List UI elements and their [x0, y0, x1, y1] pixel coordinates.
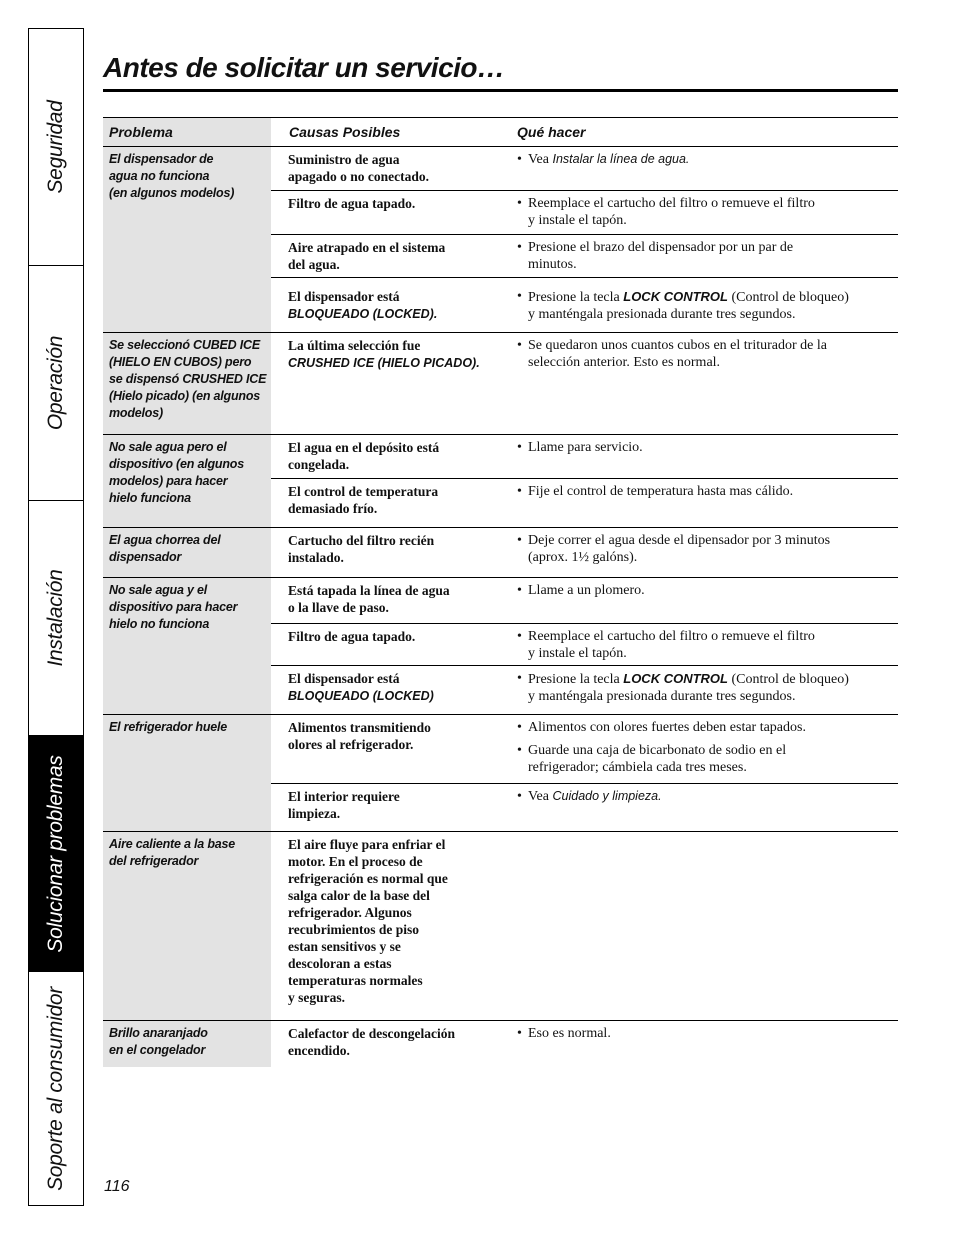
- table-row: [271, 715, 898, 783]
- page-title: Antes de solicitar un servicio…: [103, 52, 505, 83]
- section-tabs: [28, 28, 84, 1206]
- tab-instalacion[interactable]: [29, 500, 83, 735]
- table-row: [271, 832, 898, 1020]
- cause-cell: La última selección fue CRUSHED ICE (HIELO PICADO).: [288, 338, 480, 370]
- header-problem: Problema: [109, 124, 173, 140]
- action-item: • Presione el brazo del dispensador por un par de minutos.: [517, 239, 897, 273]
- page-number: 116: [104, 1178, 130, 1195]
- action-item: • Presione la tecla LOCK CONTROL (Control de bloqueo) y manténgala presionada durante tres segundos.: [517, 288, 897, 323]
- action-item: • Eso es normal.: [517, 1025, 897, 1042]
- action-item: • Deje correr el agua desde el dipensador por 3 minutos (aprox. 1½ galóns).: [517, 532, 897, 566]
- cause-cell: El dispensador está BLOQUEADO (LOCKED): [288, 671, 434, 703]
- table-row: [271, 435, 898, 478]
- problem-group: [103, 715, 898, 832]
- cause-cell: Filtro de agua tapado.: [288, 196, 416, 211]
- action-item: • Reemplace el cartucho del filtro o remueve el filtro y instale el tapón.: [517, 628, 897, 662]
- table-row: [271, 147, 898, 190]
- action-item: • Guarde una caja de bicarbonato de sodio en el refrigerador; cámbiela cada tres meses.: [517, 742, 897, 776]
- problem-group: [103, 1021, 898, 1067]
- table-row: [271, 234, 898, 277]
- problem-group: [103, 333, 898, 435]
- title-rule: [103, 89, 898, 92]
- table-row: [271, 528, 898, 577]
- action-item: • Llame para servicio.: [517, 439, 897, 456]
- problem-cell: Se seleccionó CUBED ICE (HIELO EN CUBOS) pero se dispensó CRUSHED ICE (Hielo picado) (en algunos modelos): [103, 333, 271, 434]
- tab-operacion[interactable]: [29, 265, 83, 500]
- table-row: [271, 783, 898, 831]
- table-row: [271, 1021, 898, 1067]
- action-item: • Vea Cuidado y limpieza.: [517, 788, 897, 805]
- cause-cell: Alimentos transmitiendo olores al refrigerador.: [288, 720, 431, 752]
- table-row: [271, 190, 898, 234]
- problem-cell: No sale agua pero el dispositivo (en algunos modelos) para hacer hielo funciona: [103, 435, 271, 527]
- tab-label: Instalación: [44, 569, 67, 667]
- cause-cell: El aire fluye para enfriar el motor. En el proceso de refrigeración es normal que salga calor de la base del refrigerador. Algunos recubrimientos de piso estan sensitivos y se descoloran a estas temperaturas normales y seguras.: [288, 837, 448, 1005]
- cause-cell: Calefactor de descongelación encendido.: [288, 1026, 455, 1058]
- problem-group: [103, 578, 898, 715]
- cause-cell: Aire atrapado en el sistema del agua.: [288, 240, 446, 272]
- table-row: [271, 665, 898, 714]
- problem-cell: Brillo anaranjado en el congelador: [103, 1021, 271, 1067]
- action-item: • Reemplace el cartucho del filtro o remueve el filtro y instale el tapón.: [517, 195, 897, 229]
- problem-cell: Aire caliente a la base del refrigerador: [103, 832, 271, 1020]
- tab-label: Seguridad: [44, 100, 67, 194]
- action-item: • Alimentos con olores fuertes deben estar tapados.: [517, 719, 897, 736]
- action-item: • Llame a un plomero.: [517, 582, 897, 599]
- tab-solucionar-problemas[interactable]: [29, 735, 83, 971]
- tab-soporte-al-consumidor[interactable]: [29, 971, 83, 1205]
- table-row: [271, 333, 898, 434]
- troubleshooting-table: [103, 117, 898, 1067]
- problem-group: [103, 435, 898, 528]
- tab-label: Solucionar problemas: [44, 754, 67, 953]
- action-item: • Vea Instalar la línea de agua.: [517, 151, 897, 168]
- problem-group: [103, 832, 898, 1021]
- problem-group: [103, 528, 898, 578]
- tab-label: Operación: [44, 335, 67, 431]
- table-row: [271, 623, 898, 665]
- cause-cell: El agua en el depósito está congelada.: [288, 440, 440, 472]
- cause-cell: El control de temperatura demasiado frío.: [288, 484, 439, 516]
- action-item: • Fije el control de temperatura hasta mas cálido.: [517, 483, 897, 500]
- cause-cell: El dispensador está BLOQUEADO (LOCKED).: [288, 289, 438, 321]
- problem-cell: No sale agua y el dispositivo para hacer hielo no funciona: [103, 578, 271, 714]
- table-header: [103, 117, 898, 147]
- tab-label: Soporte al consumidor: [44, 986, 67, 1191]
- action-item: • Se quedaron unos cuantos cubos en el triturador de la selección anterior. Esto es normal.: [517, 337, 897, 371]
- cause-cell: Filtro de agua tapado.: [288, 629, 416, 644]
- action-item: • Presione la tecla LOCK CONTROL (Control de bloqueo) y manténgala presionada durante tres segundos.: [517, 670, 897, 705]
- cause-cell: Suministro de agua apagado o no conectado.: [288, 152, 430, 184]
- problem-group: [103, 147, 898, 333]
- tab-seguridad[interactable]: [29, 29, 83, 265]
- cause-cell: Cartucho del filtro recién instalado.: [288, 533, 435, 565]
- problem-cell: El refrigerador huele: [103, 715, 271, 831]
- cause-cell: Está tapada la línea de agua o la llave de paso.: [288, 583, 450, 615]
- header-actions: Qué hacer: [517, 124, 586, 140]
- cause-cell: El interior requiere limpieza.: [288, 789, 400, 821]
- header-causes: Causas Posibles: [289, 124, 401, 140]
- table-row: [271, 277, 898, 333]
- problem-cell: El agua chorrea del dispensador: [103, 528, 271, 577]
- table-row: [271, 578, 898, 623]
- table-row: [271, 478, 898, 527]
- problem-cell: El dispensador de agua no funciona (en algunos modelos): [103, 147, 271, 332]
